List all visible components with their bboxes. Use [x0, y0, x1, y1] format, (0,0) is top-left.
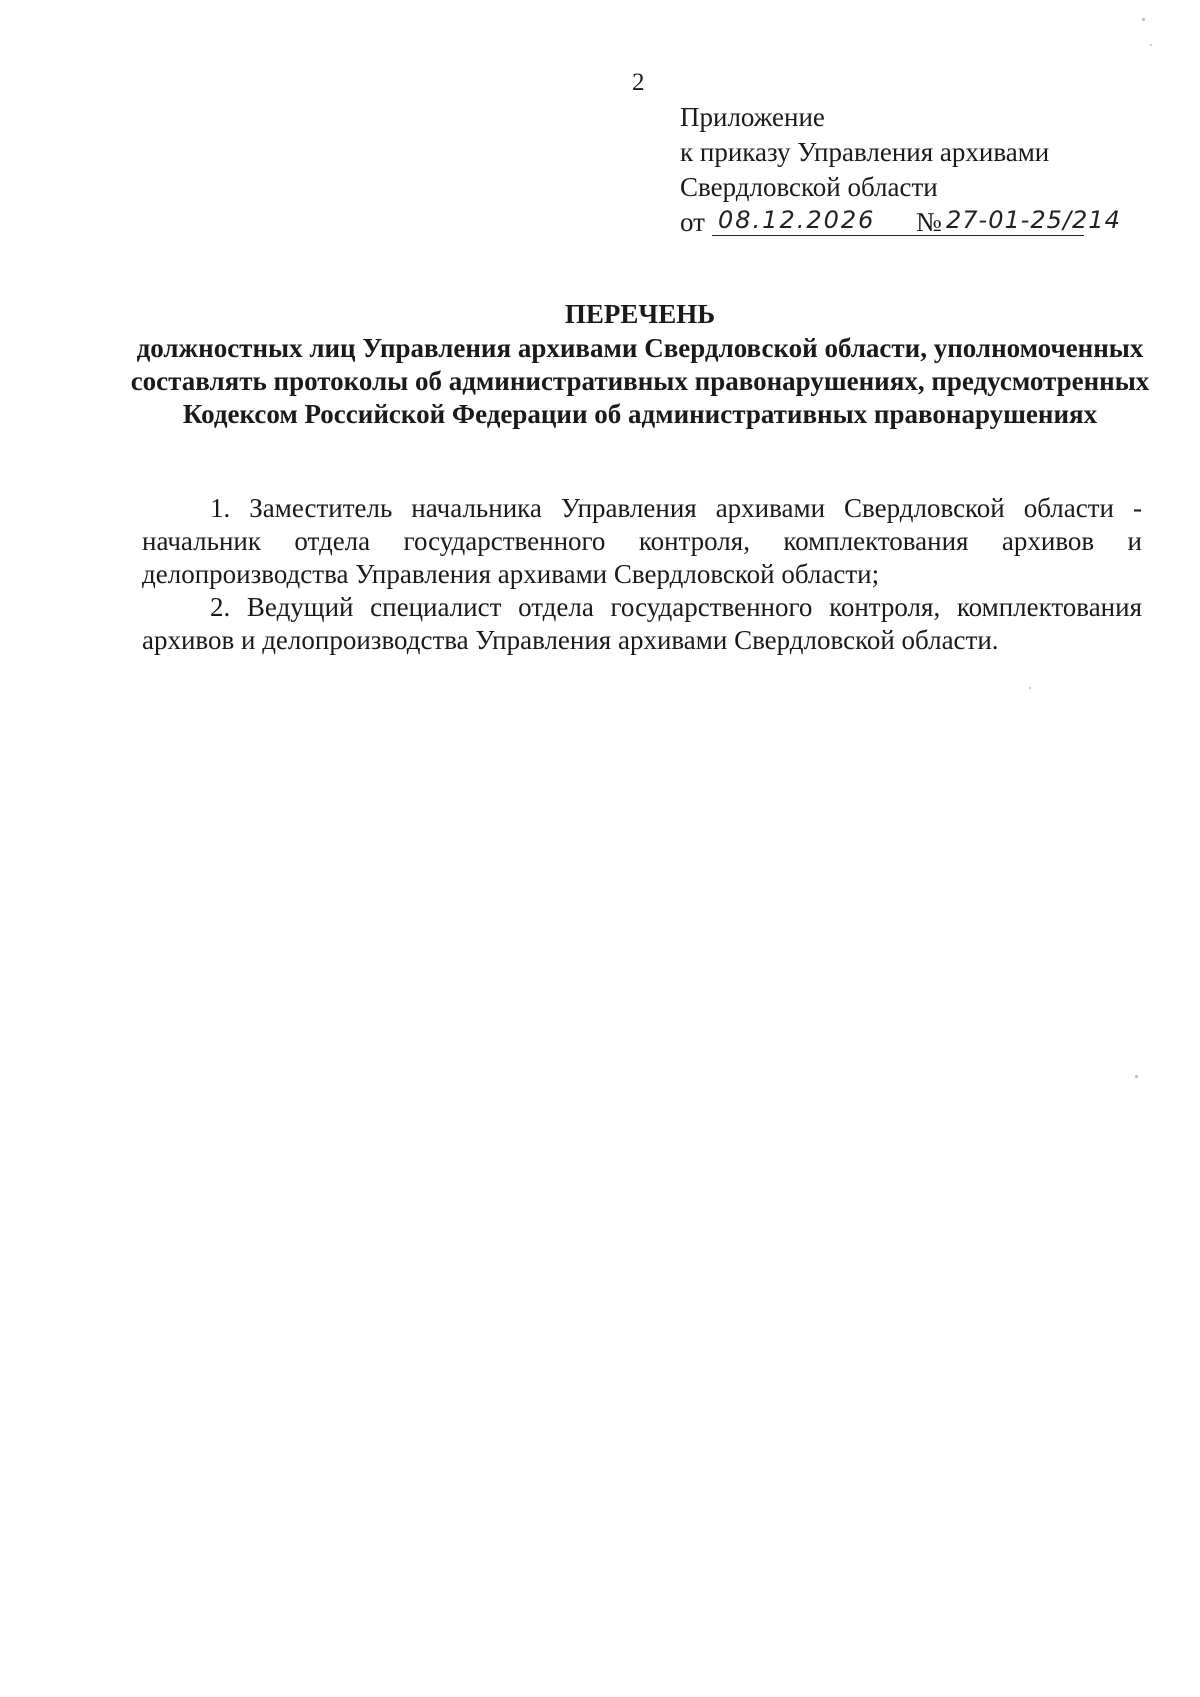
appendix-title: Приложение [680, 102, 825, 132]
handwritten-order-number: 27-01-25/214 [946, 206, 1121, 234]
list-item: 2. Ведущий специалист отдела государственного контроля, комплектования архивов и делопроизводства Управления архивами Свердловской области. [142, 592, 1142, 655]
appendix-region: Свердловской области [680, 172, 938, 202]
document-subtitle: должностных лиц Управления архивами Свердловской области, уполномоченных составлять протоколы об административных правонарушениях, предусмотренных Кодексом Российской Федерации об административных правонарушениях [130, 333, 1150, 429]
page-number: 2 [632, 69, 645, 96]
scan-speck [1142, 18, 1145, 21]
document-title-block [130, 298, 1150, 431]
appendix-block [680, 100, 1121, 240]
number-sign: № [916, 207, 942, 237]
date-prefix: от [680, 207, 705, 237]
date-underline [712, 235, 944, 236]
scan-speck [1150, 44, 1152, 46]
scan-speck [1029, 687, 1031, 689]
appendix-order-ref: к приказу Управления архивами [680, 137, 1050, 167]
number-underline [944, 235, 1084, 236]
document-heading: ПЕРЕЧЕНЬ [564, 299, 716, 329]
handwritten-date: 08.12.2026 [718, 206, 876, 234]
officials-list [142, 492, 1142, 657]
appendix-date-number-line [680, 205, 1121, 240]
list-item: 1. Заместитель начальника Управления архивами Свердловской области - начальник отдела государственного контроля, комплектования архивов и делопроизводства Управления архивами Свердловской области; [142, 493, 1142, 589]
scan-speck [1135, 1075, 1138, 1078]
